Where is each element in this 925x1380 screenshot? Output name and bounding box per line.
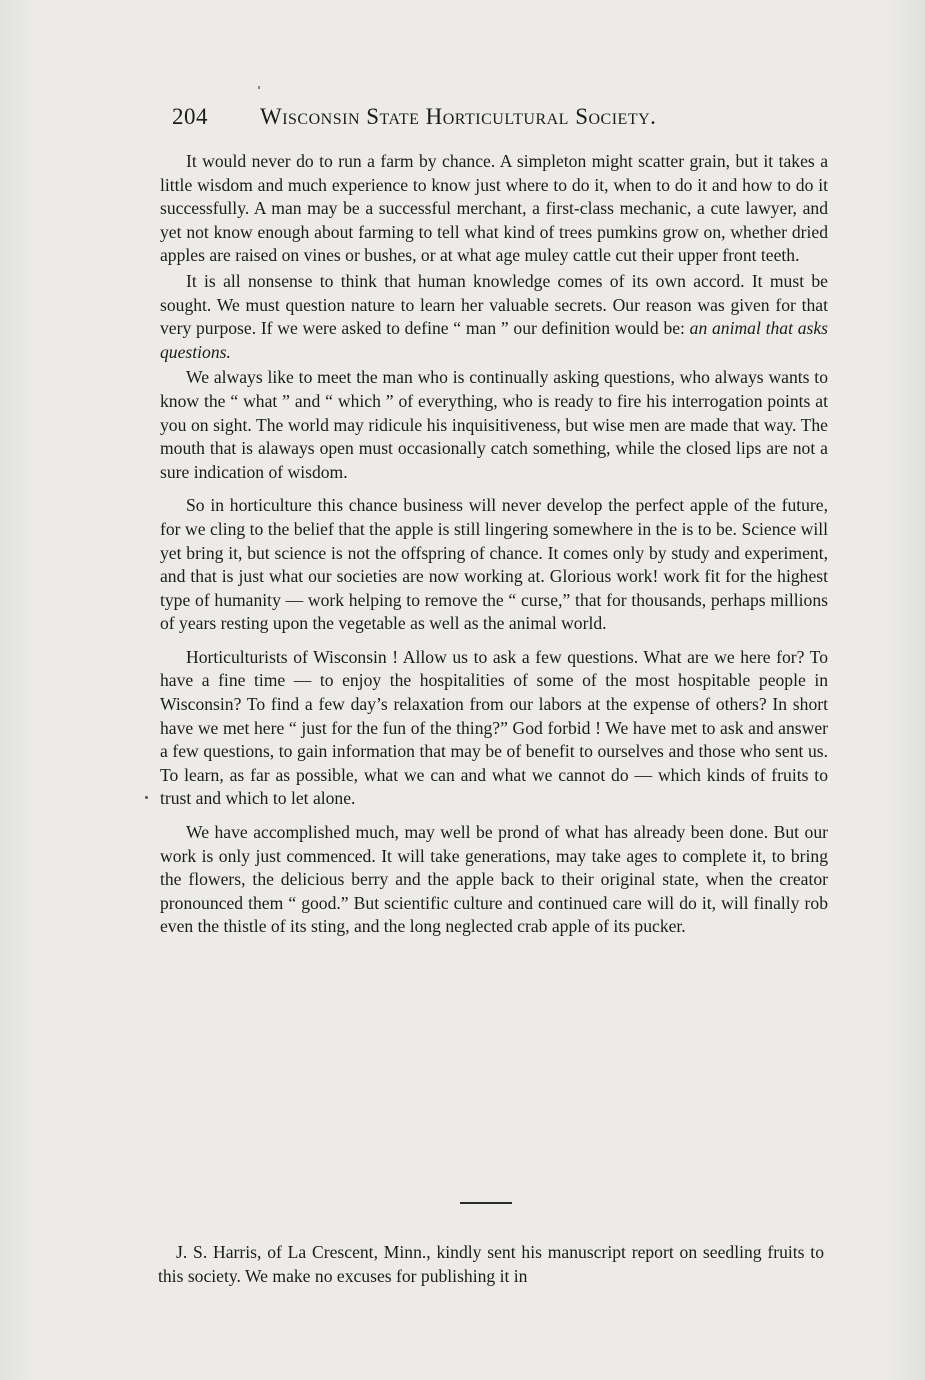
page-number: 204 [172, 104, 208, 129]
paragraph-text: It is all nonsense to think that human knowledge comes of its own accord. It must be sought. We must question nature to learn her valuable secrets. Our reason was given for that very purpose. If we were asked to define “ man ” our definition would be: [160, 270, 828, 339]
paragraph-asking-questions [160, 366, 828, 484]
paragraph-text: Horticulturists of Wisconsin ! Allow us to ask a few questions. What are we here for? To have a fine time — to enjoy the hospitalities of some of the most hospitable people in Wisconsin? To find a few day’s relaxation from our labors at the expense of others? In short have we met here “ just for the fun of the thing?” God forbid ! We have met to ask and answer a few questions, to gain information that may be of benefit to ourselves and those who sent us. To learn, as far as possible, what we can and what we cannot do — which kinds of fruits to trust and which to let alone. [160, 646, 828, 809]
section-divider [460, 1202, 512, 1204]
paragraph-text: We always like to meet the man who is continually asking questions, who always wants to know the “ what ” and “ which ” of everything, who is ready to fire his interrogation points at you on sight. The world may ridicule his inquisitiveness, but wise men are made that way. The mouth that is alaways open must occasionally catch something, while the closed lips are not a sure indication of wisdom. [160, 367, 828, 482]
page-header [172, 104, 772, 136]
paragraph-human-knowledge [160, 270, 828, 364]
paragraph-harris-report [158, 1240, 824, 1288]
paragraph-farming-by-chance [160, 150, 828, 268]
paragraph-text: J. S. Harris, of La Crescent, Minn., kindly sent his manuscript report on seedling fruits to this society. We make no excuses for publishing it in [158, 1242, 824, 1286]
body-text [160, 150, 828, 939]
ink-speck [258, 86, 260, 89]
paragraph-accomplished-much [160, 821, 828, 939]
margin-dot [145, 796, 148, 799]
paragraph-text: We have accomplished much, may well be prond of what has already been done. But our work is only just commenced. It will take generations, may take ages to complete it, to bring the flowers, the delicious berry and the apple back to their original state, when the creator pronounced them “ good.” But scientific culture and continued care will do it, will finally rob even the thistle of its sting, and the long neglected crab apple of its pucker. [160, 822, 828, 937]
paragraph-text: So in horticulture this chance business will never develop the perfect apple of the future, for we cling to the belief that the apple is still lingering somewhere in the is to be. Science will yet bring it, but science is not the offspring of chance. It comes only by study and experiment, and that is just what our societies are now working at. Glorious work! work fit for the highest type of humanity — work helping to remove the “ curse,” that for thousands, perhaps millions of years resting upon the vegetable as well as the animal world. [160, 495, 828, 634]
paragraph-horticulture-science [160, 494, 828, 636]
running-title: Wisconsin State Horticultural Society. [260, 104, 657, 129]
paragraph-horticulturists-of-wisconsin [160, 646, 828, 811]
footer-text [158, 1240, 824, 1288]
paragraph-text: It would never do to run a farm by chance. A simpleton might scatter grain, but it takes a little wisdom and much experience to know just where to do it, when to do it and how to do it successfully. A man may be a successful merchant, a first-class mechanic, a cute lawyer, and yet not know enough about farming to tell what kind of trees pumkins grow on, whether dried apples are raised on vines or bushes, or at what age muley cattle cut their upper front teeth. [160, 151, 828, 266]
definition-emphasis: an animal that asks questions. [160, 318, 828, 362]
